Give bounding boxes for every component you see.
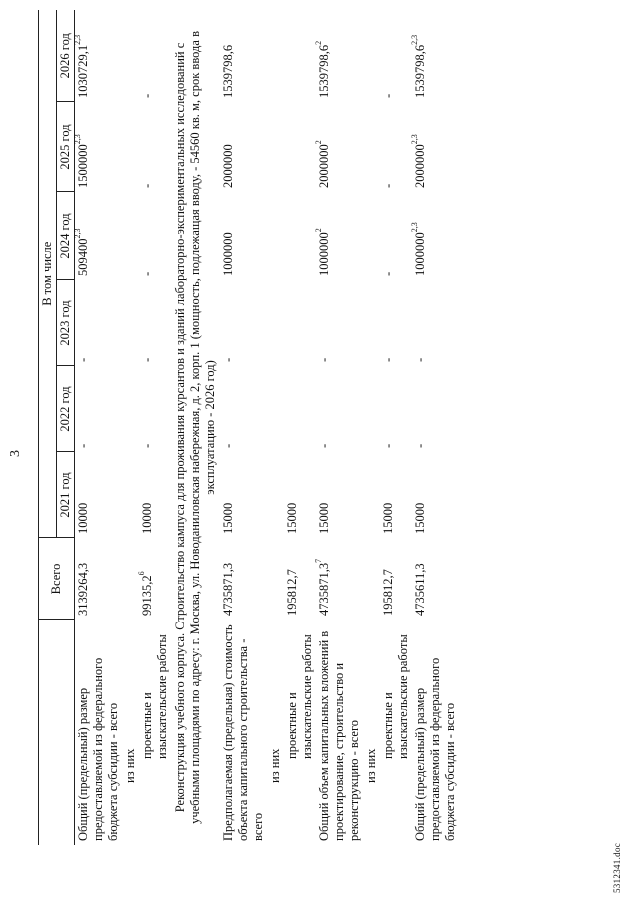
row-label: проектные и изыскательские работы xyxy=(381,634,410,759)
row-filler xyxy=(267,10,284,620)
year-value-cell xyxy=(412,192,459,280)
year-value: 1030729,1 xyxy=(76,44,90,98)
year-value: 2000000 xyxy=(317,144,331,188)
row-label: из них xyxy=(123,748,137,783)
year-value-cell xyxy=(139,192,171,280)
row-total: 4735611,3 xyxy=(413,563,427,616)
row-label: Предполагаемая (предельная) стоимость объекта капитального строительства - всего xyxy=(221,624,265,841)
year-value: - xyxy=(221,357,235,362)
year-value: 10000 xyxy=(76,502,90,534)
table-section-1 xyxy=(75,10,172,845)
year-value-cell xyxy=(380,192,412,280)
header-year: 2024 год xyxy=(57,192,75,280)
value-footnote: 2,3 xyxy=(73,34,82,45)
year-value-cell xyxy=(316,102,363,192)
year-value: 1000000 xyxy=(317,232,331,276)
row-total-cell xyxy=(412,538,459,620)
table-row xyxy=(363,10,380,845)
row-label: проектные и изыскательские работы xyxy=(140,634,169,759)
year-value: 2000000 xyxy=(221,144,235,188)
year-value: - xyxy=(413,443,427,448)
table-row xyxy=(316,10,363,845)
row-label: из них xyxy=(364,748,378,783)
year-value: 15000 xyxy=(317,502,331,534)
year-value-cell xyxy=(380,10,412,102)
year-value-cell xyxy=(316,10,363,102)
year-value-cell xyxy=(139,10,171,102)
year-value: 509400 xyxy=(76,238,90,276)
row-total-cell xyxy=(380,538,412,620)
header-row-1 xyxy=(39,10,57,845)
year-value-cell xyxy=(412,280,459,366)
year-value-cell xyxy=(284,452,316,538)
table-row xyxy=(380,10,412,845)
year-value-cell xyxy=(75,10,123,102)
row-filler xyxy=(122,10,139,620)
total-footnote: 6 xyxy=(137,571,146,576)
year-value: - xyxy=(413,357,427,362)
year-value-cell xyxy=(220,192,267,280)
year-value: - xyxy=(140,93,154,98)
year-value: - xyxy=(140,357,154,362)
year-value-cell xyxy=(139,366,171,452)
table-row xyxy=(412,10,459,845)
row-total-cell xyxy=(220,538,267,620)
row-total: 195812,7 xyxy=(381,569,395,616)
header-year: 2025 год xyxy=(57,102,75,192)
value-footnote: 2,3 xyxy=(73,134,82,145)
table-section-2 xyxy=(220,10,459,845)
year-value-cell xyxy=(139,102,171,192)
table-row xyxy=(284,10,316,845)
year-value-cell xyxy=(284,366,316,452)
year-value: 1539798,6 xyxy=(221,44,235,98)
year-value-cell xyxy=(139,452,171,538)
year-value-cell xyxy=(412,102,459,192)
year-value-cell xyxy=(316,280,363,366)
year-value: 15000 xyxy=(381,502,395,534)
year-value: 1000000 xyxy=(413,232,427,276)
object-title: Реконструкция учебного корпуса. Строительство кампуса для проживания курсантов и зданий лабораторно-экспериментальных исследований с учебными площадями по адресу: г. Москва, ул. Новоданиловская набережная, д. 2, корп. 1 (мощность, подлежащая вводу, - 54560 кв. м, срок ввода в эксплуатацию - 2026 год) xyxy=(173,31,217,824)
header-total: Всего xyxy=(39,538,75,620)
value-footnote: 2,3 xyxy=(410,222,419,233)
year-value: 1539798,6 xyxy=(413,44,427,98)
year-value-cell xyxy=(412,452,459,538)
object-title-row xyxy=(171,10,220,845)
year-value-cell xyxy=(412,10,459,102)
year-value-cell xyxy=(284,10,316,102)
header-year: 2021 год xyxy=(57,452,75,538)
table-row xyxy=(75,10,123,845)
year-value-cell xyxy=(284,280,316,366)
table-row xyxy=(139,10,171,845)
year-value-cell xyxy=(75,192,123,280)
year-value: 15000 xyxy=(285,502,299,534)
row-total: 99135,2 xyxy=(140,575,154,616)
year-value-cell xyxy=(316,366,363,452)
year-value-cell xyxy=(75,280,123,366)
year-value: - xyxy=(381,357,395,362)
row-total-cell xyxy=(316,538,363,620)
year-value-cell xyxy=(380,452,412,538)
value-footnote: 2,3 xyxy=(410,34,419,45)
row-total-cell xyxy=(284,538,316,620)
table-row xyxy=(220,10,267,845)
year-value: - xyxy=(76,443,90,448)
year-value-cell xyxy=(220,10,267,102)
year-value: 1539798,6 xyxy=(317,44,331,98)
row-total: 4735871,3 xyxy=(221,562,235,616)
year-value-cell xyxy=(316,192,363,280)
year-value-cell xyxy=(412,366,459,452)
row-label: Общий (предельный) размер предоставляемой из федерального бюджета субсидии - всего xyxy=(76,657,120,841)
total-footnote: 7 xyxy=(314,558,323,563)
year-value: - xyxy=(76,357,90,362)
row-total: 195812,7 xyxy=(285,569,299,616)
year-value-cell xyxy=(284,192,316,280)
header-blank xyxy=(39,620,75,845)
year-value: - xyxy=(381,93,395,98)
year-value: - xyxy=(140,443,154,448)
row-total: 3139264,3 xyxy=(76,562,90,616)
year-value: 1500000 xyxy=(76,144,90,188)
year-value: 10000 xyxy=(140,502,154,534)
row-label: Общий объем капитальных вложений в проектирование, строительство и реконструкцию - всего xyxy=(317,630,361,841)
year-value: - xyxy=(221,443,235,448)
header-year: 2023 год xyxy=(57,280,75,366)
year-value-cell xyxy=(284,102,316,192)
header-year: 2026 год xyxy=(57,10,75,102)
row-label: Общий (предельный) размер предоставляемой из федерального бюджета субсидии - всего xyxy=(413,657,457,841)
value-footnote: 2 xyxy=(314,140,323,145)
year-value-cell xyxy=(380,102,412,192)
year-value-cell xyxy=(75,366,123,452)
year-value: - xyxy=(317,443,331,448)
year-value: - xyxy=(381,443,395,448)
year-value: 2000000 xyxy=(413,144,427,188)
year-value: - xyxy=(317,357,331,362)
value-footnote: 2 xyxy=(314,40,323,45)
year-value-cell xyxy=(380,280,412,366)
table-row xyxy=(122,10,139,845)
value-footnote: 2,3 xyxy=(410,134,419,145)
budget-table xyxy=(38,10,459,845)
year-value: - xyxy=(381,271,395,276)
year-value-cell xyxy=(380,366,412,452)
header-in-total: В том числе xyxy=(39,10,57,538)
header-year: 2022 год xyxy=(57,366,75,452)
row-total-cell xyxy=(139,538,171,620)
year-value: - xyxy=(381,183,395,188)
row-total: 4735871,3 xyxy=(317,562,331,616)
row-total-cell xyxy=(75,538,123,620)
year-value: 1000000 xyxy=(221,232,235,276)
year-value-cell xyxy=(75,102,123,192)
year-value-cell xyxy=(220,280,267,366)
year-value-cell xyxy=(75,452,123,538)
year-value: 15000 xyxy=(221,502,235,534)
year-value-cell xyxy=(220,102,267,192)
row-label: из них xyxy=(268,748,282,783)
year-value: - xyxy=(140,271,154,276)
table-row xyxy=(267,10,284,845)
year-value: - xyxy=(140,183,154,188)
year-value: 15000 xyxy=(413,502,427,534)
page-number: 3 xyxy=(8,450,23,457)
row-filler xyxy=(363,10,380,620)
year-value-cell xyxy=(139,280,171,366)
year-value-cell xyxy=(220,366,267,452)
year-value-cell xyxy=(220,452,267,538)
row-label: проектные и изыскательские работы xyxy=(285,634,314,759)
value-footnote: 2,3 xyxy=(73,228,82,239)
year-value-cell xyxy=(316,452,363,538)
document-id: 5312341.doc xyxy=(612,842,622,893)
value-footnote: 2 xyxy=(314,228,323,233)
